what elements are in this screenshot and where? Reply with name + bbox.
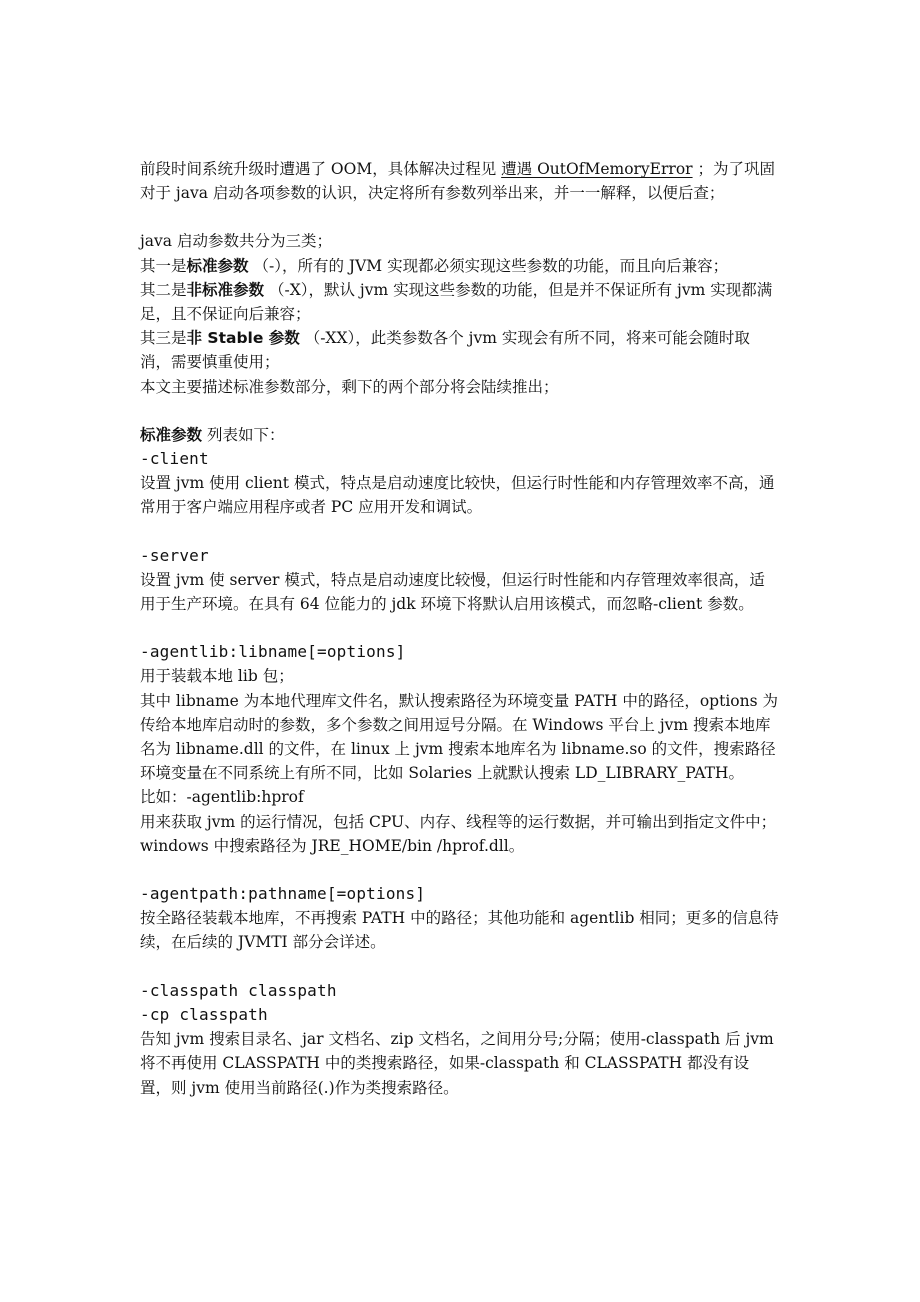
category-unstable-title: 非 Stable 参数	[186, 329, 300, 348]
category-nonstandard-title: 非标准参数	[186, 280, 265, 299]
list-heading	[140, 423, 780, 447]
intro-rest: 为了巩固对于 java 启动各项参数的认识，决定将所有参数列举出来，并一一解释，以便后查；	[140, 160, 776, 203]
category-standard-desc: （-），所有的 JVM 实现都必须实现这些参数的功能，而且向后兼容；	[248, 256, 729, 275]
category-unstable-prefix: 其三是	[140, 329, 187, 348]
category-nonstandard-desc: （-X），默认 jvm 实现这些参数的功能，但是并不保证所有 jvm 实现都满足，且不保证向后兼容；	[140, 280, 773, 324]
category-nonstandard-prefix: 其二是	[140, 280, 187, 299]
spacer	[140, 399, 780, 423]
spacer	[140, 955, 780, 979]
option-agentlib-name: -agentlib:libname[=options]	[140, 642, 406, 662]
category-standard-prefix: 其一是	[140, 256, 187, 275]
spacer	[140, 520, 780, 544]
category-unstable-desc: （-XX），此类参数各个 jvm 实现会有所不同，将来可能会随时取消，需要慎重使用；	[140, 329, 750, 372]
option-agentpath-name: -agentpath:pathname[=options]	[140, 884, 426, 904]
option-classpath-desc: 告知 jvm 搜索目录名、jar 文档名、zip 文档名，之间用分号;分隔；使用-classpath 后 jvm 将不再使用 CLASSPATH 中的类搜索路径，如果-classpath 和 CLASSPATH 都没有设置，则 jvm 使用当前路径(.)作为类搜索路径。	[140, 1030, 774, 1097]
option-client-name: -client	[140, 449, 209, 469]
option-agentlib-example-desc: 用来获取 jvm 的运行情况，包括 CPU、内存、线程等的运行数据，并可输出到指定文件中；windows 中搜索路径为 JRE_HOME/bin /hprof.dll。	[140, 812, 777, 855]
option-agentlib-example: 比如：-agentlib:hprof	[140, 788, 304, 807]
option-classpath-name: -classpath classpath	[140, 980, 337, 1000]
list-heading-rest: 列表如下：	[202, 425, 285, 444]
category-unstable	[140, 326, 780, 374]
intro-line-prefix: 前段时间系统升级时遭遇了 OOM，具体解决过程见	[140, 160, 502, 178]
spacer	[140, 205, 780, 229]
category-nonstandard	[140, 278, 780, 326]
categories-intro: java 启动参数共分为三类；	[140, 232, 332, 251]
list-heading-title: 标准参数	[140, 425, 203, 444]
option-server-name: -server	[140, 545, 209, 565]
option-agentlib-line1: 用于装载本地 lib 包；	[140, 667, 294, 686]
intro-line-suffix: ；	[692, 160, 713, 178]
spacer	[140, 616, 780, 640]
spacer	[140, 858, 780, 882]
option-agentlib-desc: 其中 libname 为本地代理库文件名，默认搜索路径为环境变量 PATH 中的路径，options 为传给本地库启动时的参数，多个参数之间用逗号分隔。在 Windows 平台上 jvm 搜索本地库名为 libname.dll 的文件，在 linux 上 jvm 搜索本地库名为 libname.so 的文件，搜索路径环境变量在不同系统上有所不同，比如 Solaries 上就默认搜索 LD_LIBRARY_PATH。	[140, 691, 778, 783]
document-body	[140, 157, 780, 1100]
oom-article-link[interactable]: 遭遇 OutOfMemoryError	[501, 160, 693, 178]
intro-paragraph	[140, 157, 780, 205]
option-client-desc: 设置 jvm 使用 client 模式，特点是启动速度比较快，但运行时性能和内存管理效率不高，通常用于客户端应用程序或者 PC 应用开发和调试。	[140, 474, 775, 517]
category-standard	[140, 254, 780, 278]
categories-summary: 本文主要描述标准参数部分，剩下的两个部分将会陆续推出；	[140, 377, 559, 396]
option-agentpath-desc: 按全路径装载本地库，不再搜索 PATH 中的路径；其他功能和 agentlib 相同；更多的信息待续，在后续的 JVMTI 部分会详述。	[140, 909, 779, 952]
option-server-desc: 设置 jvm 使 server 模式，特点是启动速度比较慢，但运行时性能和内存管理效率很高，适用于生产环境。在具有 64 位能力的 jdk 环境下将默认启用该模式，而忽略-client 参数。	[140, 570, 765, 614]
option-cp-name: -cp classpath	[140, 1004, 268, 1024]
category-standard-title: 标准参数	[186, 256, 249, 275]
